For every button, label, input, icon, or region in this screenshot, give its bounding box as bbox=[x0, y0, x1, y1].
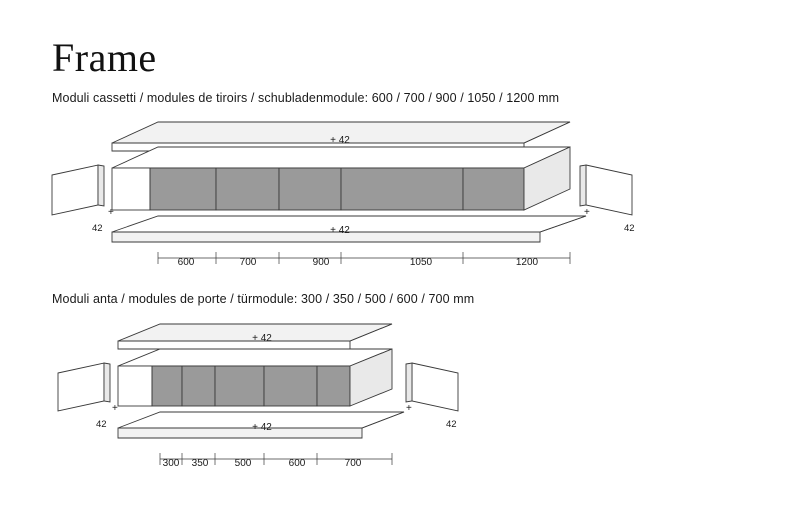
drawer-dim-700: 700 bbox=[239, 257, 257, 268]
module-500 bbox=[215, 366, 264, 406]
drawer-top-offset-label: + 42 bbox=[330, 135, 350, 146]
door-top-offset-label: + 42 bbox=[252, 333, 272, 344]
module-900 bbox=[279, 168, 341, 210]
drawer-dim-1200: 1200 bbox=[515, 257, 539, 268]
door-dim-350: 350 bbox=[191, 458, 209, 469]
door-dim-500: 500 bbox=[234, 458, 252, 469]
door-dim-600: 600 bbox=[288, 458, 306, 469]
door-right-panel bbox=[406, 363, 458, 411]
module-600 bbox=[150, 168, 216, 210]
drawer-body bbox=[112, 147, 570, 210]
module-700 bbox=[216, 168, 279, 210]
module-350 bbox=[182, 366, 215, 406]
page-title: Frame bbox=[52, 35, 157, 80]
door-left-plus-label: + bbox=[112, 403, 118, 414]
module-1050 bbox=[341, 168, 463, 210]
drawer-dimension-line bbox=[158, 252, 570, 264]
module-600 bbox=[264, 366, 317, 406]
drawer-left-panel bbox=[52, 165, 104, 215]
drawer-modules-caption: Moduli cassetti / modules de tiroirs / schubladenmodule: 600 / 700 / 900 / 1050 / 1200 mm bbox=[52, 91, 560, 105]
door-left-panel bbox=[58, 363, 110, 411]
door-bottom-offset-label: + 42 bbox=[252, 422, 272, 433]
drawer-dim-600: 600 bbox=[177, 257, 195, 268]
door-modules-caption: Moduli anta / modules de porte / türmodule: 300 / 350 / 500 / 600 / 700 mm bbox=[52, 292, 475, 306]
drawer-bottom-offset-label: + 42 bbox=[330, 225, 350, 236]
door-dim-300: 300 bbox=[162, 458, 180, 469]
module-700 bbox=[317, 366, 350, 406]
module-300 bbox=[152, 366, 182, 406]
drawer-modules-diagram bbox=[52, 122, 635, 268]
door-right-plus-label: + bbox=[406, 403, 412, 414]
door-dim-700: 700 bbox=[344, 458, 362, 469]
module-1200 bbox=[463, 168, 524, 210]
drawer-dim-900: 900 bbox=[312, 257, 330, 268]
drawer-right-value-label: 42 bbox=[624, 223, 635, 234]
drawer-left-value-label: 42 bbox=[92, 223, 103, 234]
door-left-value-label: 42 bbox=[96, 419, 107, 430]
door-body bbox=[118, 349, 392, 406]
door-right-value-label: 42 bbox=[446, 419, 457, 430]
drawer-dim-1050: 1050 bbox=[409, 257, 433, 268]
drawer-right-plus-label: + bbox=[584, 207, 590, 218]
door-modules-diagram bbox=[58, 324, 458, 469]
drawer-left-plus-label: + bbox=[108, 207, 114, 218]
